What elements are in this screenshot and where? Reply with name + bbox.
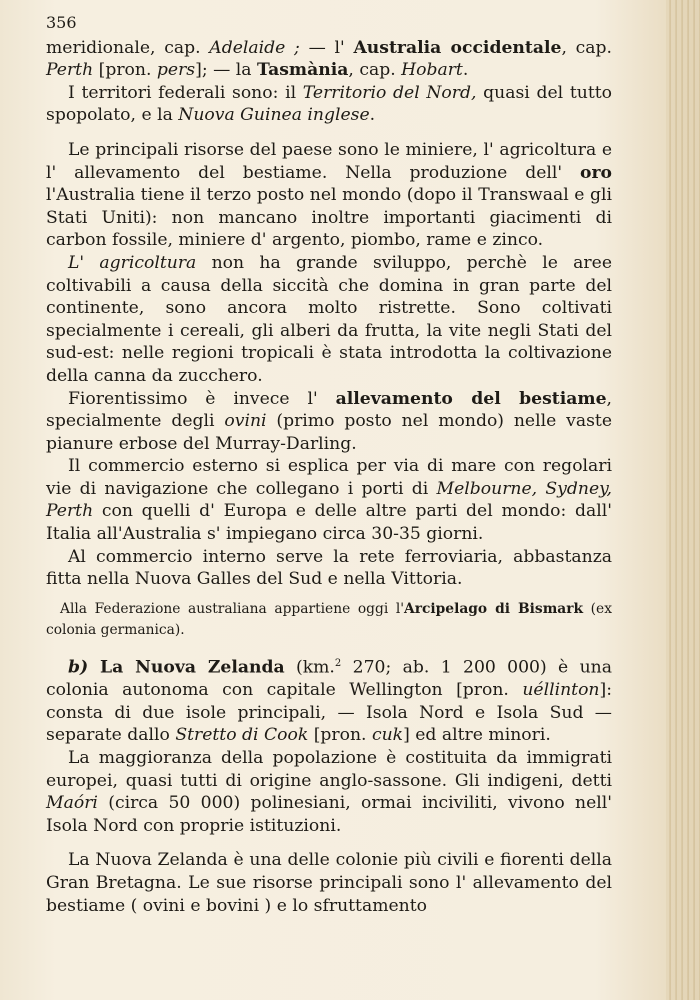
spacer [46,591,612,599]
spacer [46,641,612,653]
paragraph-9: La maggioranza della popolazione è costituita da immigrati europei, quasi tutti di origine anglo-sassone. Gli indigeni, detti Maóri (circa 50 000) polinesiani, ormai inciviliti, vivono nell' Isola Nord con proprie istituzioni. [46,747,612,836]
spacer [46,127,612,139]
page-edge [666,0,700,1000]
note-paragraph: Alla Federazione australiana appartiene oggi l'Arcipelago di Bismark (ex colonia germanica). [46,600,612,638]
paragraph-1: meridionale, cap. Adelaide ; — l' Australia occidentale, cap. Perth [pron. pers]; — la Tasmània, cap. Hobart. [46,37,613,81]
paragraph-5: Fiorentissimo è invece l' allevamento del bestiame, specialmente degli ovini (primo posto nel mondo) nelle vaste pianure erbose del Murray-Darling. [46,388,612,454]
paragraph-10: La Nuova Zelanda è una delle colonie più civili e fiorenti della Gran Bretagna. Le sue risorse principali sono l' allevamento del bestiame ( ovini e bovini ) e lo sfruttamento [46,850,612,916]
paragraph-2: I territori federali sono: il Territorio del Nord, quasi del tutto spopolato, e la Nuova Guinea inglese. [46,82,612,126]
spacer [46,837,612,849]
page-number: 356 [46,13,77,32]
page-text [46,12,612,917]
footnote-block [46,599,612,641]
paragraph-8: b) La Nuova Zelanda (km.$^2$ 270; ab. 1 200 000) è una colonia autonoma con capitale Wellington [pron. uéllinton]: consta di due isole principali, — Isola Nord e Isola Sud — separate dallo Stretto di Cook [pron. cuk] ed altre minori. [46,657,612,746]
paragraph-4: L' agricoltura non ha grande sviluppo, perchè le aree coltivabili a causa della siccità che domina in gran parte del continente, sono ancora molto ristrette. Sono coltivati specialmente i cereali, gli alberi da frutta, la vite negli Stati del sud-est: nelle regioni tropicali è stata introdotta la coltivazione della canna da zucchero. [46,252,612,386]
paragraph-7: Al commercio interno serve la rete ferroviaria, abbastanza fitta nella Nuova Galles del Sud e nella Vittoria. [46,546,612,590]
paragraph-3: Le principali risorse del paese sono le miniere, l' agricoltura e l' allevamento del bestiame. Nella produzione dell' oro l'Australia tiene il terzo posto nel mondo (dopo il Transwaal e gli Stati Uniti): non mancano inoltre importanti giacimenti di carbon fossile, miniere d' argento, piombo, rame e zinco. [46,139,612,251]
paragraph-6: Il commercio esterno si esplica per via di mare con regolari vie di navigazione che collegano i porti di Melbourne, Sydney, Perth con quelli d' Europa e delle altre parti del mondo: dall' Italia all'Australia s' impiegano circa 30-35 giorni. [46,456,612,545]
